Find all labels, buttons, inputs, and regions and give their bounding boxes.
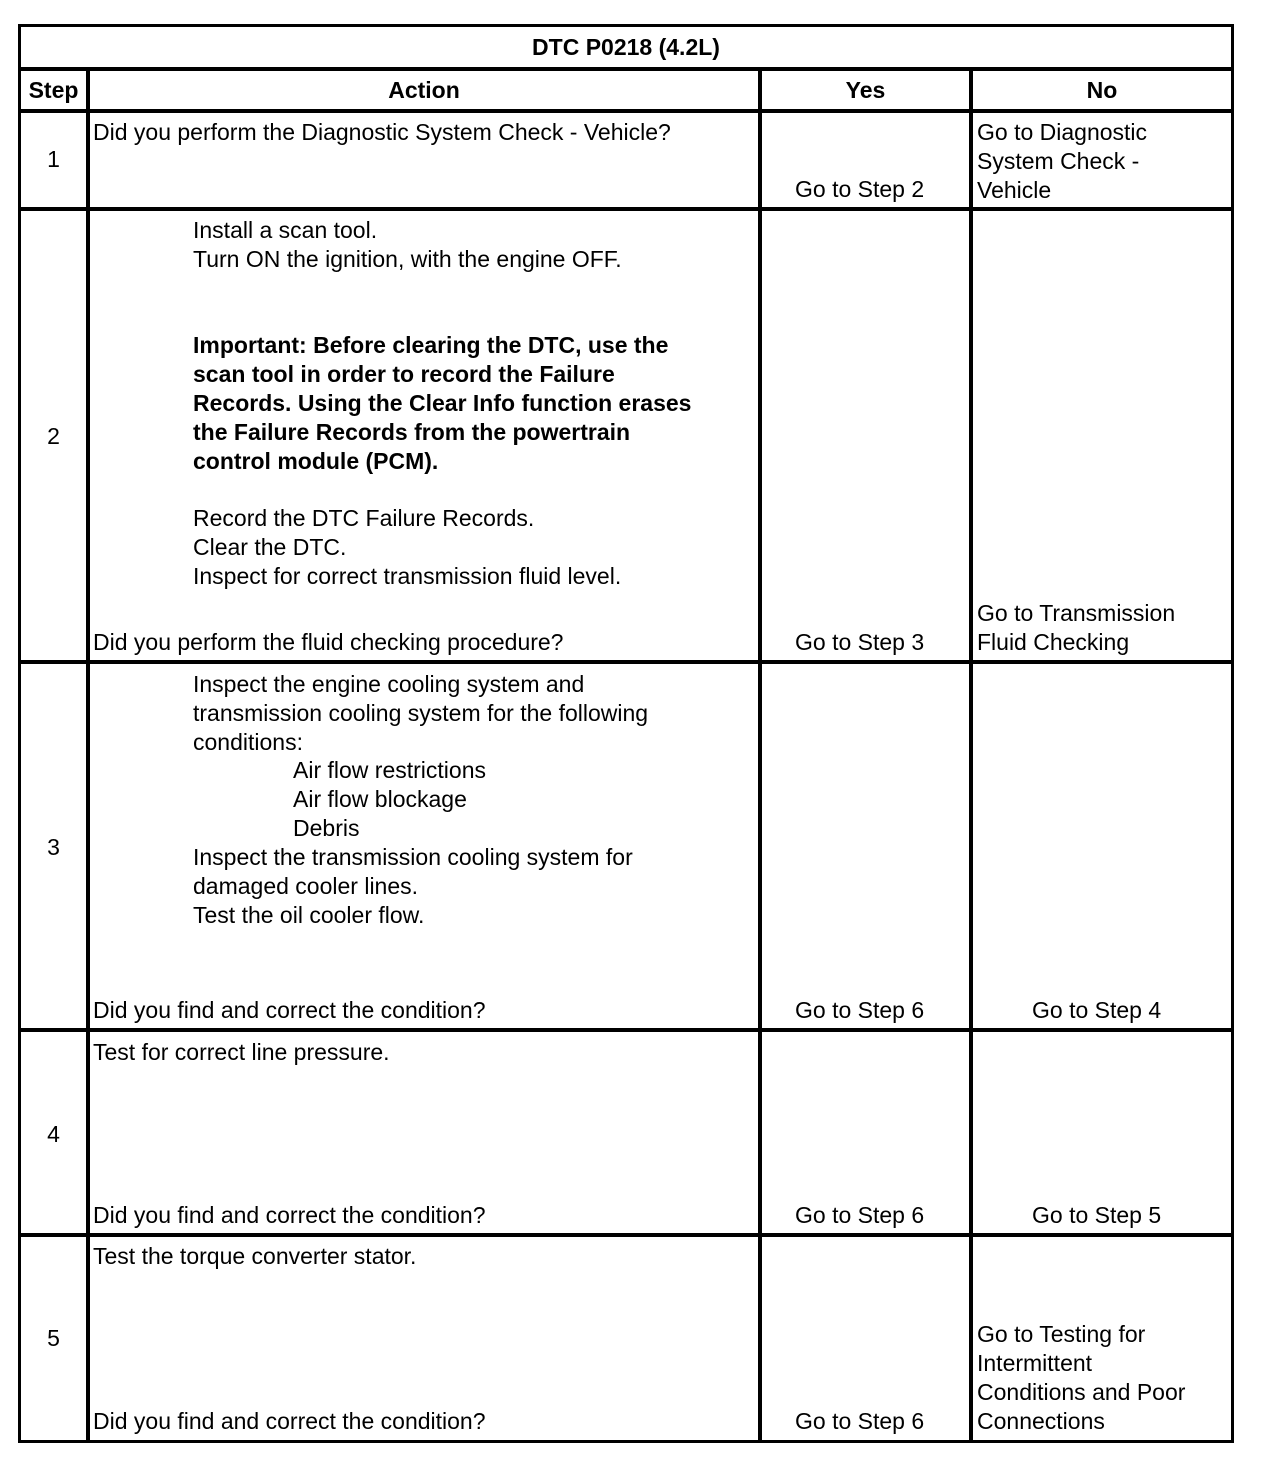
action-line: Turn ON the ignition, with the engine OFF. (193, 246, 622, 272)
condition-list (293, 756, 486, 843)
action-text (193, 504, 621, 591)
action-text (193, 216, 622, 274)
condition-item: Air flow restrictions (293, 757, 486, 783)
important-line: the Failure Records from the powertrain (193, 419, 631, 445)
diagnostic-table (18, 24, 1234, 1443)
yes-link[interactable]: Go to Step 3 (795, 629, 925, 655)
important-line: control module (PCM). (193, 448, 439, 474)
no-line: Vehicle (977, 177, 1052, 203)
action-line: Install a scan tool. (193, 217, 378, 243)
divider (21, 1233, 1231, 1237)
step-number: 5 (47, 1325, 60, 1351)
action-text (193, 843, 633, 930)
divider (21, 109, 1231, 113)
header-yes: Yes (845, 77, 886, 103)
header-step: Step (28, 77, 79, 103)
action-question: Did you find and correct the condition? (93, 1202, 486, 1228)
action-question: Did you find and correct the condition? (93, 1408, 486, 1434)
no-line: Connections (977, 1408, 1105, 1434)
no-line: Intermittent (977, 1350, 1093, 1376)
table-title: DTC P0218 (4.2L) (532, 34, 720, 60)
important-line: Important: Before clearing the DTC, use the (193, 332, 669, 358)
step-number: 2 (47, 423, 60, 449)
no-line: Go to Transmission (977, 600, 1176, 626)
step-number: 4 (47, 1121, 60, 1147)
no-line: Go to Diagnostic (977, 119, 1148, 145)
step-number: 3 (47, 834, 60, 860)
divider (21, 1028, 1231, 1032)
action-line: Inspect the transmission cooling system for (193, 844, 633, 870)
yes-link[interactable]: Go to Step 6 (795, 1408, 925, 1434)
divider (21, 207, 1231, 211)
action-question: Did you find and correct the condition? (93, 997, 486, 1023)
no-link[interactable] (977, 599, 1175, 657)
no-link[interactable] (977, 1320, 1185, 1436)
no-link[interactable] (977, 118, 1147, 205)
important-line: Records. Using the Clear Info function erases (193, 390, 692, 416)
action-text: Test for correct line pressure. (93, 1039, 390, 1065)
yes-link[interactable]: Go to Step 6 (795, 1202, 925, 1228)
condition-item: Air flow blockage (293, 786, 467, 812)
no-line: Conditions and Poor (977, 1379, 1186, 1405)
step-number: 1 (47, 146, 60, 172)
no-link[interactable]: Go to Step 4 (1032, 997, 1162, 1023)
action-line: Test the oil cooler flow. (193, 902, 425, 928)
action-line: Clear the DTC. (193, 534, 347, 560)
action-line: damaged cooler lines. (193, 873, 419, 899)
header-no: No (1086, 77, 1118, 103)
action-text: Test the torque converter stator. (93, 1243, 417, 1269)
action-question: Did you perform the fluid checking procedure? (93, 629, 564, 655)
action-line: conditions: (193, 729, 303, 755)
action-question: Did you perform the Diagnostic System Check - Vehicle? (93, 119, 671, 145)
action-line: transmission cooling system for the following (193, 700, 649, 726)
action-line: Record the DTC Failure Records. (193, 505, 535, 531)
yes-link[interactable]: Go to Step 6 (795, 997, 925, 1023)
yes-link[interactable]: Go to Step 2 (795, 176, 925, 202)
header-action: Action (388, 77, 460, 103)
condition-item: Debris (293, 815, 360, 841)
action-text (193, 670, 648, 757)
no-line: Fluid Checking (977, 629, 1130, 655)
divider (21, 660, 1231, 664)
action-line: Inspect for correct transmission fluid level. (193, 563, 622, 589)
important-line: scan tool in order to record the Failure (193, 361, 615, 387)
no-link[interactable]: Go to Step 5 (1032, 1202, 1162, 1228)
no-line: Go to Testing for (977, 1321, 1146, 1347)
action-line: Inspect the engine cooling system and (193, 671, 585, 697)
important-note (193, 331, 691, 476)
no-line: System Check - (977, 148, 1140, 174)
